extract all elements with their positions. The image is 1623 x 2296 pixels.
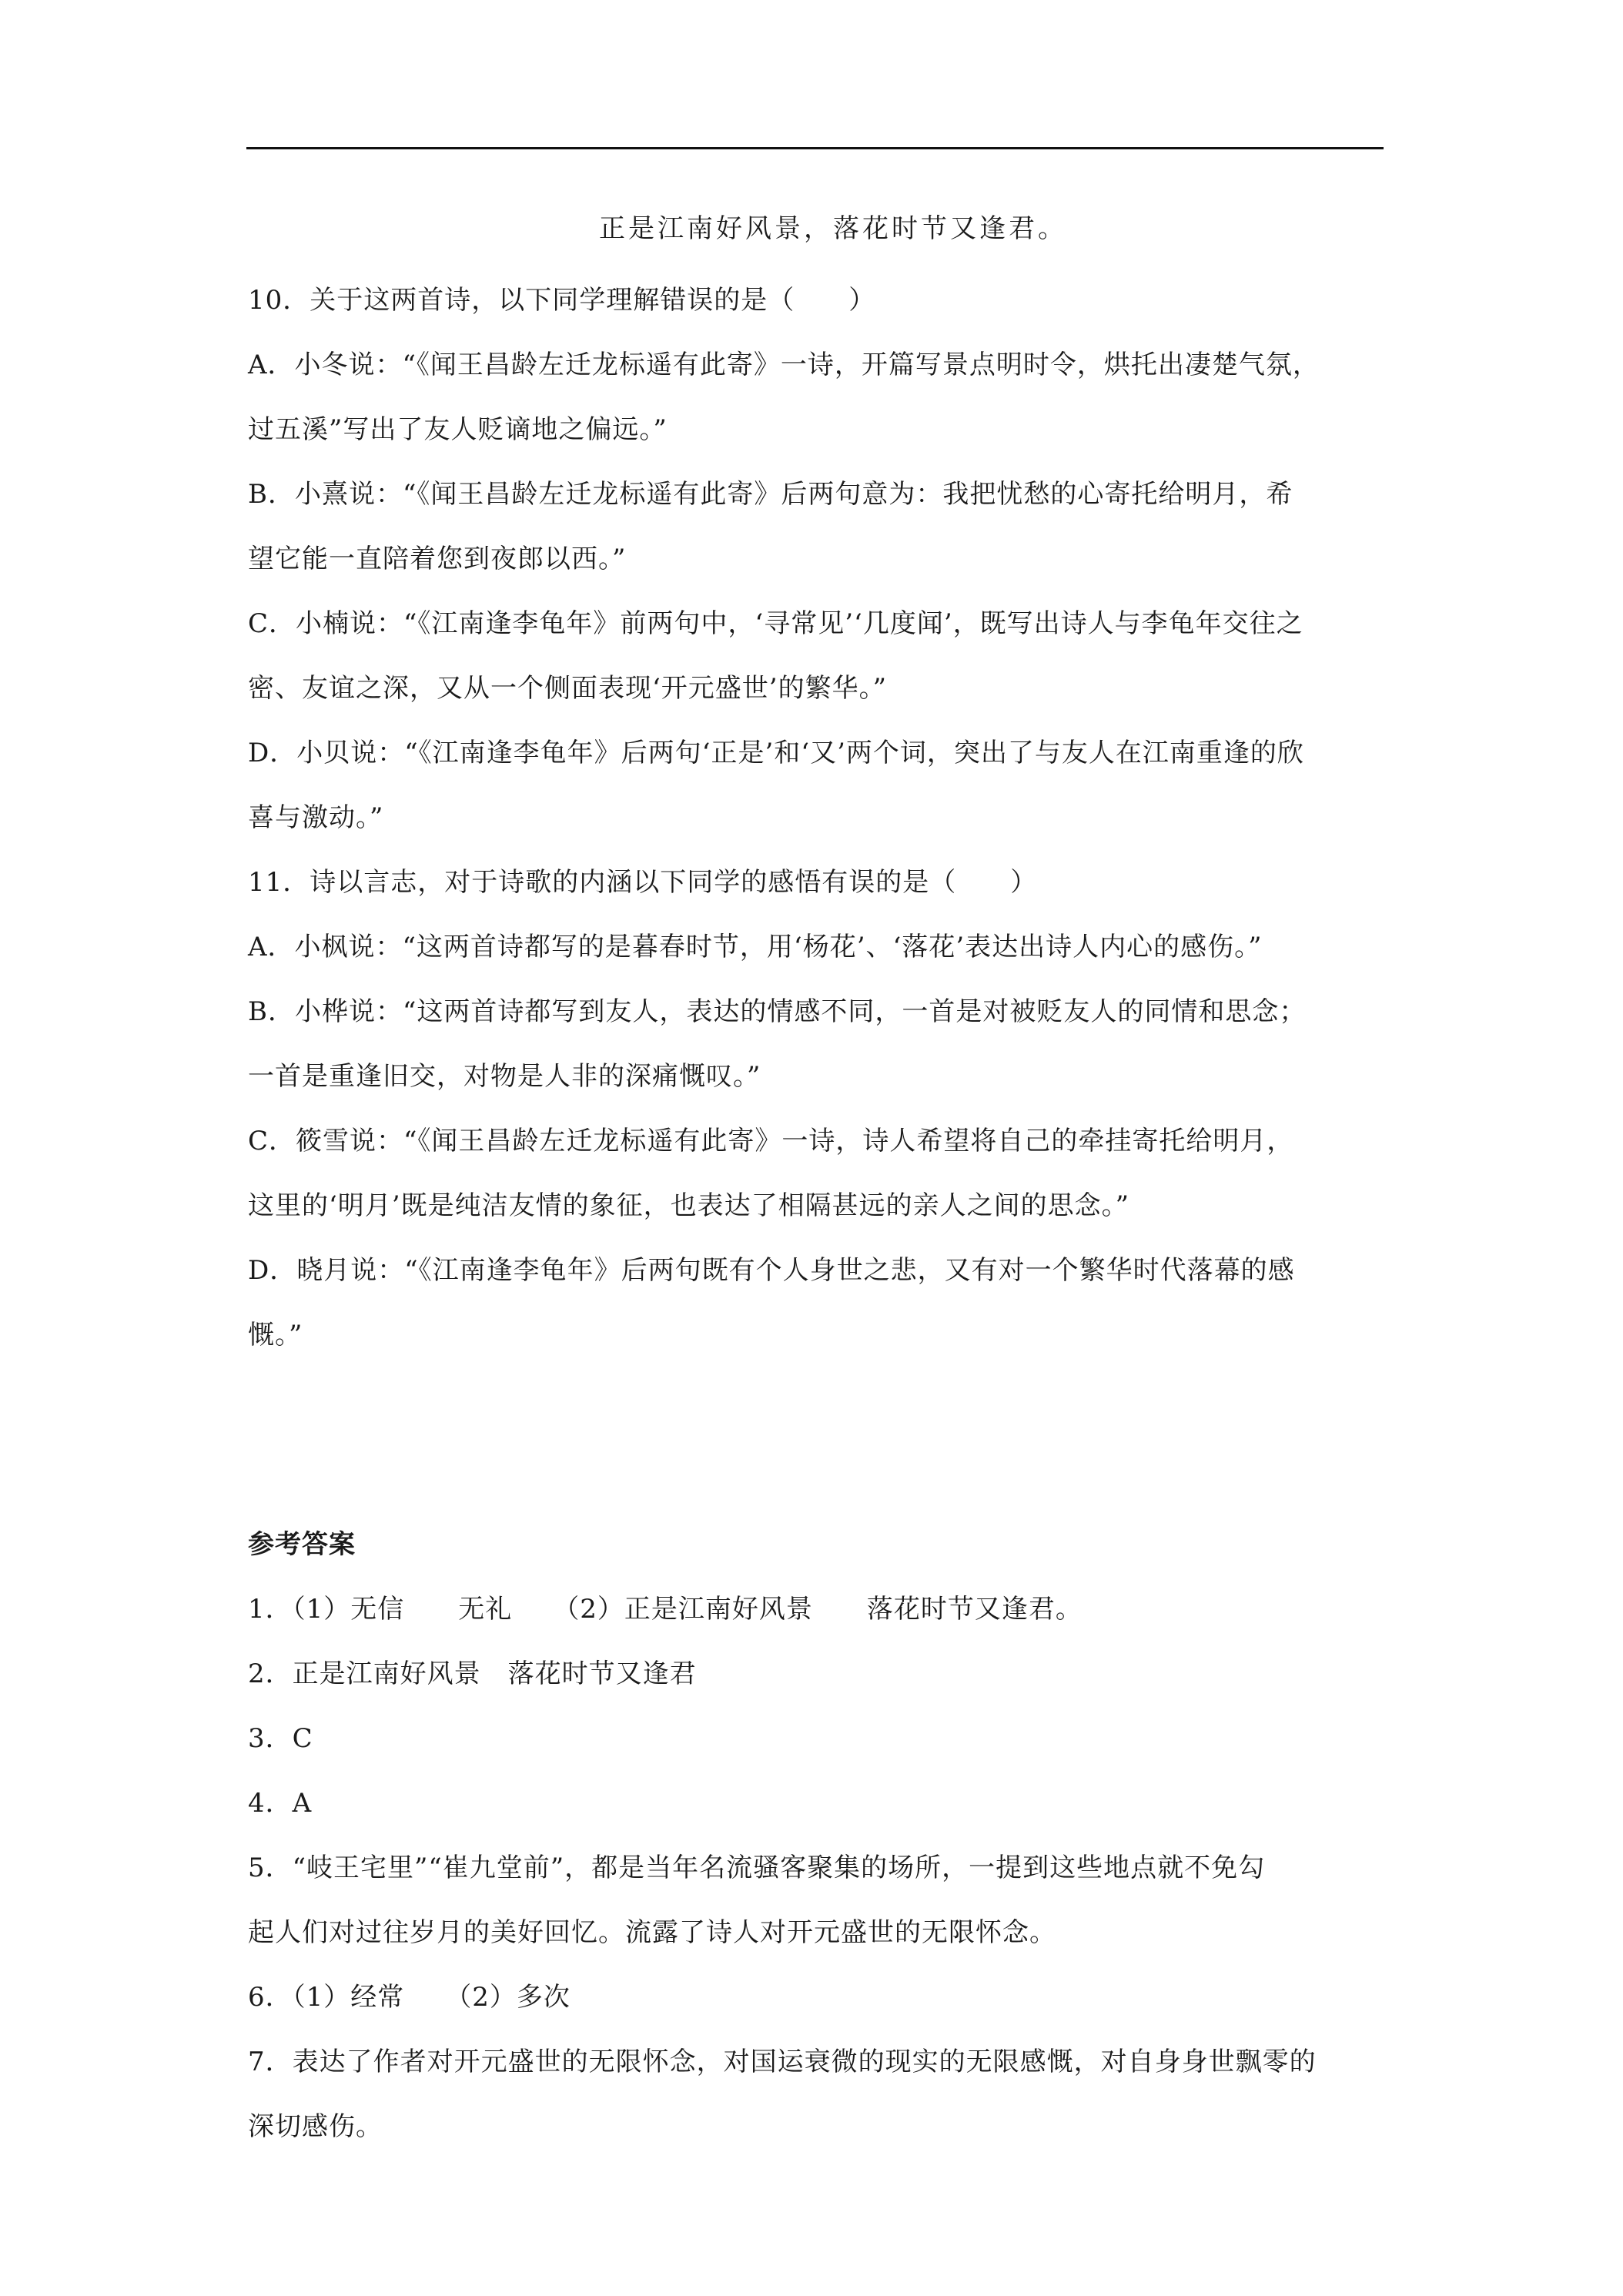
- q11-option-c-line-2: 这里的‘明月’既是纯洁友情的象征，也表达了相隔甚远的亲人之间的思念。”: [248, 1190, 1129, 1221]
- poem-line: 正是江南好风景，落花时节又逢君。: [599, 213, 1067, 244]
- answer-7-line-1: 7．表达了作者对开元盛世的无限怀念，对国运衰微的现实的无限感慨，对自身身世飘零的: [248, 2047, 1317, 2077]
- q10-option-b-line-2: 望它能一直陪着您到夜郎以西。”: [248, 544, 627, 574]
- q11-option-d-line-2: 慨。”: [248, 1320, 303, 1350]
- answer-7-line-2: 深切感伤。: [248, 2111, 383, 2142]
- question-11-stem: 11．诗以言志，对于诗歌的内涵以下同学的感悟有误的是（ ）: [248, 867, 1038, 898]
- q11-option-a-line-1: A．小枫说：“这两首诗都写的是暮春时节，用‘杨花’、‘落花’表达出诗人内心的感伤。”: [248, 932, 1263, 962]
- answer-6: 6．（1）经常 （2）多次: [248, 1982, 571, 2013]
- q11-option-d-line-1: D．晓月说：“《江南逢李龟年》后两句既有个人身世之悲，又有对一个繁华时代落幕的感: [248, 1255, 1295, 1286]
- answers-title: 参考答案: [248, 1529, 356, 1560]
- answer-5-line-2: 起人们对过往岁月的美好回忆。流露了诗人对开元盛世的无限怀念。: [248, 1917, 1056, 1948]
- answer-3: 3．C: [248, 1723, 313, 1754]
- q10-option-a-line-2: 过五溪”写出了友人贬谪地之偏远。”: [248, 414, 668, 445]
- question-10-stem: 10．关于这两首诗，以下同学理解错误的是（ ）: [248, 285, 876, 316]
- q10-option-b-line-1: B．小熹说：“《闻王昌龄左迁龙标遥有此寄》后两句意为：我把忧愁的心寄托给明月，希: [248, 479, 1293, 510]
- answer-2: 2．正是江南好风景 落花时节又逢君: [248, 1658, 697, 1689]
- q11-option-b-line-2: 一首是重逢旧交，对物是人非的深痛慨叹。”: [248, 1061, 761, 1092]
- q10-option-c-line-2: 密、友谊之深，又从一个侧面表现‘开元盛世’的繁华。”: [248, 673, 887, 704]
- document-body: [248, 202, 1387, 2159]
- q10-option-d-line-2: 喜与激动。”: [248, 802, 384, 833]
- q11-option-c-line-1: C．筱雪说：“《闻王昌龄左迁龙标遥有此寄》一诗，诗人希望将自己的牵挂寄托给明月，: [248, 1126, 1294, 1156]
- answer-5-line-1: 5．“岐王宅里”“崔九堂前”，都是当年名流骚客聚集的场所，一提到这些地点就不免勾: [248, 1853, 1266, 1883]
- answer-1: 1．（1）无信 无礼 （2）正是江南好风景 落花时节又逢君。: [248, 1594, 1083, 1625]
- q10-option-a-line-1: A．小冬说：“《闻王昌龄左迁龙标遥有此寄》一诗，开篇写景点明时令，烘托出凄楚气氛，: [248, 350, 1320, 380]
- q10-option-d-line-1: D．小贝说：“《江南逢李龟年》后两句‘正是’和‘又’两个词，突出了与友人在江南重逢的欣: [248, 738, 1304, 768]
- answer-4: 4．A: [248, 1788, 313, 1819]
- section-gap: [248, 1367, 1387, 1512]
- q10-option-c-line-1: C．小楠说：“《江南逢李龟年》前两句中，‘寻常见’‘几度闻’，既写出诗人与李龟年交往之: [248, 608, 1303, 639]
- q11-option-b-line-1: B．小桦说：“这两首诗都写到友人，表达的情感不同，一首是对被贬友人的同情和思念；: [248, 996, 1307, 1027]
- header-rule: [246, 147, 1384, 149]
